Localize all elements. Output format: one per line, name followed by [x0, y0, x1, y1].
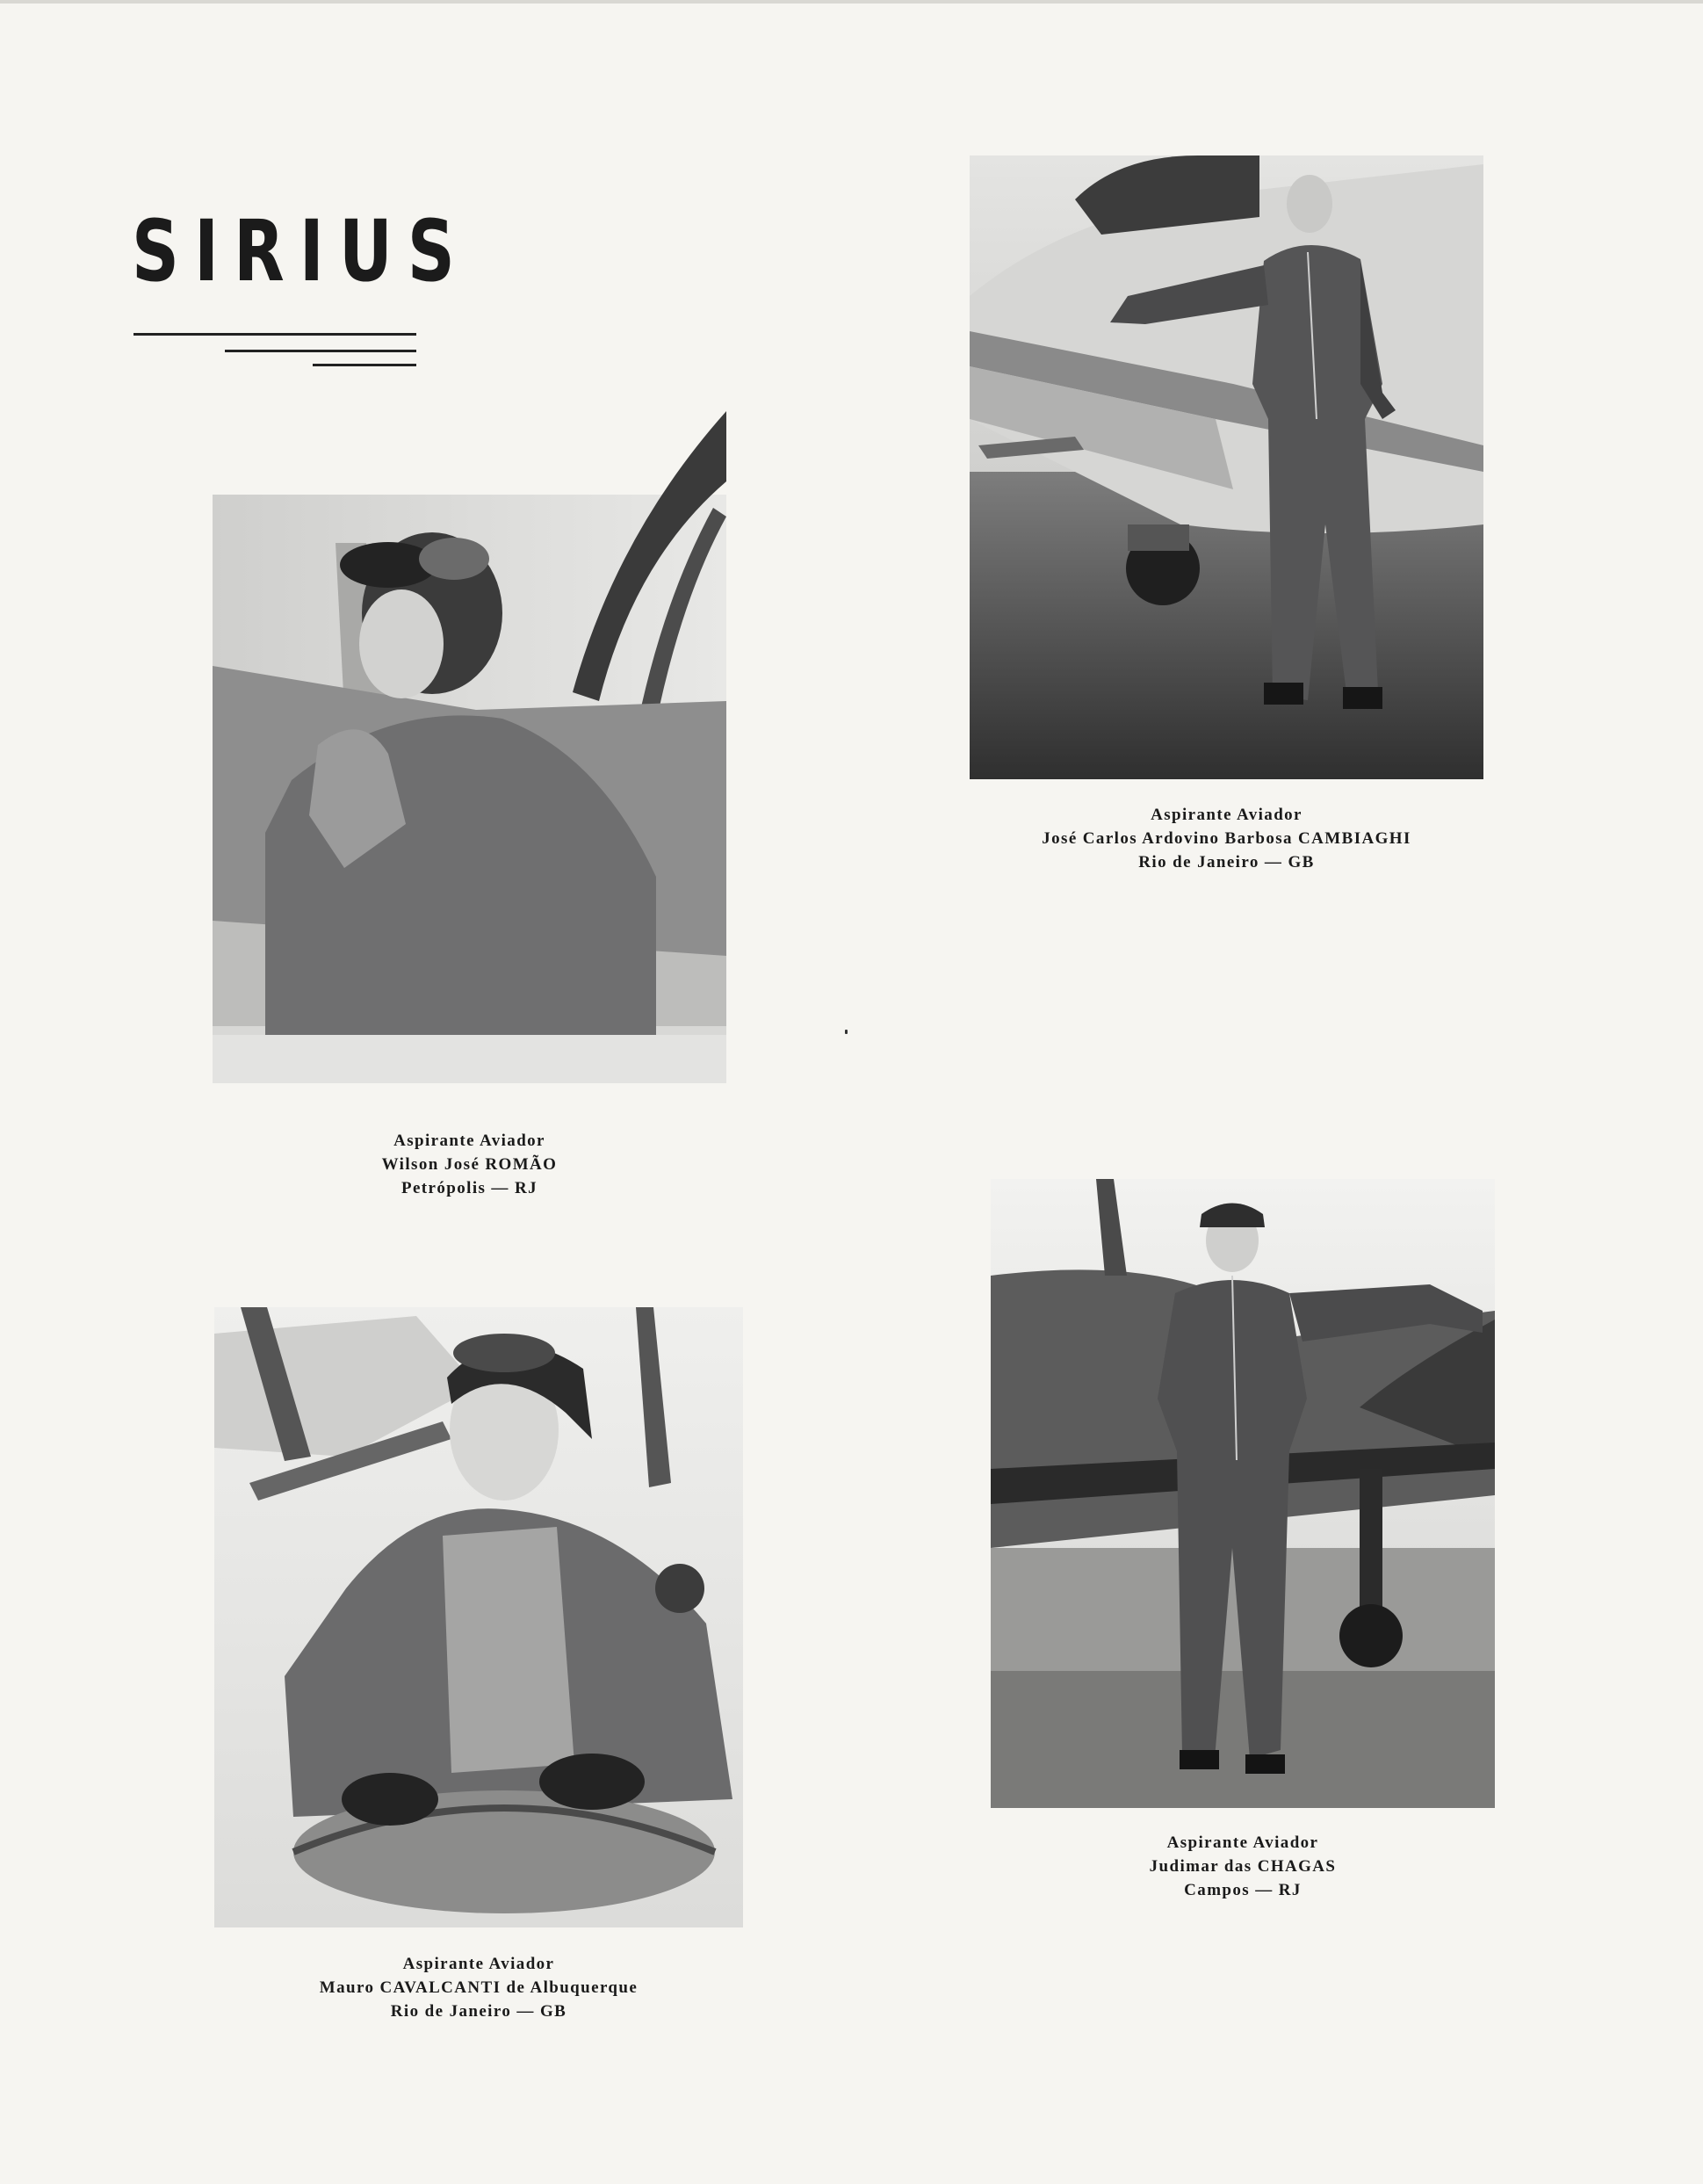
ink-speck — [845, 1030, 848, 1034]
page-title: SIRIUS — [132, 202, 471, 300]
title-rule-1 — [133, 333, 416, 336]
cadet-rank: Aspirante Aviador — [1151, 806, 1303, 824]
cadet-rank: Aspirante Aviador — [393, 1132, 545, 1150]
cadet-origin: Petrópolis — RJ — [400, 1179, 538, 1197]
cadet-name: José Carlos Ardovino Barbosa CAMBIAGHI — [1042, 829, 1411, 848]
caption-romao — [213, 1129, 726, 1200]
title-rule-2 — [225, 350, 416, 352]
cadet-name: Wilson José ROMÃO — [381, 1155, 558, 1174]
cadet-name: Mauro CAVALCANTI de Albuquerque — [319, 1978, 639, 1997]
cadet-name: Judimar das CHAGAS — [1149, 1857, 1337, 1876]
title-rule-3 — [313, 364, 416, 366]
caption-chagas — [991, 1831, 1495, 1902]
cadet-origin: Rio de Janeiro — GB — [1138, 853, 1315, 871]
cadet-photo-cavalcanti — [214, 1307, 743, 1927]
cadet-photo-chagas — [991, 1179, 1495, 1808]
page-edge — [0, 0, 1703, 4]
cadet-photo-romao — [213, 411, 726, 1112]
cadet-photo-cambiaghi — [970, 155, 1483, 779]
cadet-rank: Aspirante Aviador — [1166, 1833, 1319, 1852]
cadet-rank: Aspirante Aviador — [402, 1955, 555, 1973]
caption-cambiaghi — [970, 803, 1483, 874]
caption-cavalcanti — [214, 1952, 743, 2023]
cadet-origin: Rio de Janeiro — GB — [390, 2002, 567, 2021]
cadet-origin: Campos — RJ — [1184, 1881, 1302, 1899]
